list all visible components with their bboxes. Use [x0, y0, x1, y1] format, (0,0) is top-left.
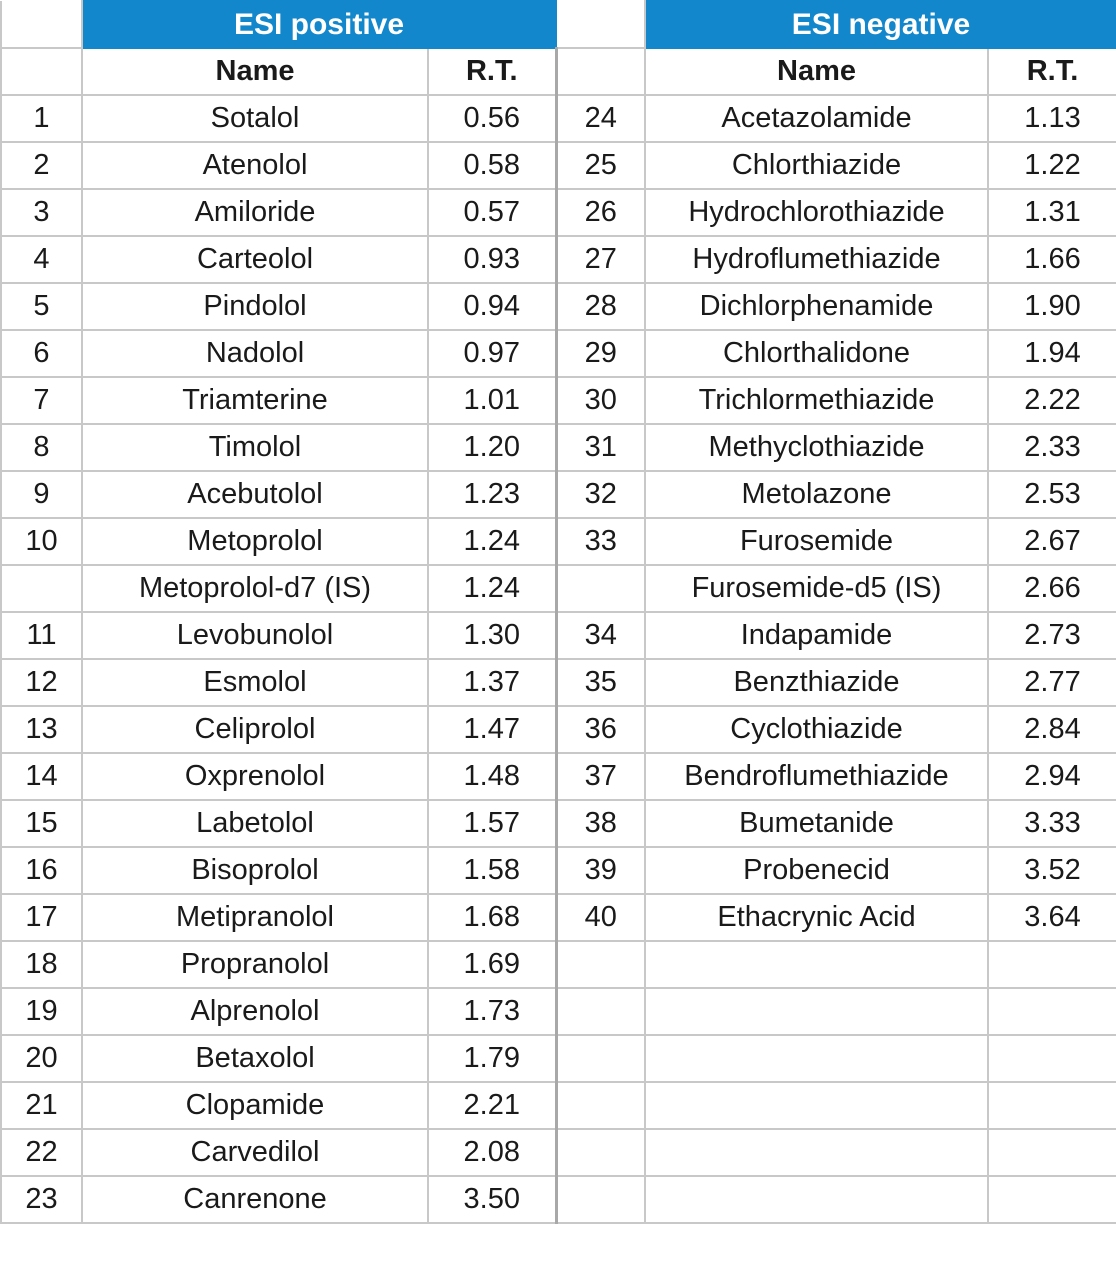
neg-compound-name	[645, 988, 988, 1035]
neg-compound-number	[556, 1035, 645, 1082]
neg-compound-number: 29	[556, 330, 645, 377]
neg-retention-time: 2.84	[988, 706, 1116, 753]
table-row	[1, 1035, 1116, 1082]
neg-compound-name: Acetazolamide	[645, 95, 988, 142]
table-row	[1, 236, 1116, 283]
pos-compound-name: Acebutolol	[82, 471, 428, 518]
table-row	[1, 894, 1116, 941]
neg-compound-name: Chlorthalidone	[645, 330, 988, 377]
table-body	[1, 95, 1116, 1223]
neg-retention-time: 1.90	[988, 283, 1116, 330]
neg-compound-name	[645, 1082, 988, 1129]
neg-retention-time	[988, 1176, 1116, 1223]
group-spacer-mid	[556, 1, 645, 48]
neg-compound-number: 34	[556, 612, 645, 659]
neg-compound-name	[645, 1129, 988, 1176]
neg-compound-number: 30	[556, 377, 645, 424]
pos-retention-time: 1.24	[428, 518, 556, 565]
pos-retention-time: 1.73	[428, 988, 556, 1035]
neg-compound-name: Cyclothiazide	[645, 706, 988, 753]
neg-compound-name: Hydroflumethiazide	[645, 236, 988, 283]
pos-compound-number: 3	[1, 189, 82, 236]
neg-compound-number	[556, 1082, 645, 1129]
pos-compound-name: Pindolol	[82, 283, 428, 330]
pos-compound-name: Betaxolol	[82, 1035, 428, 1082]
neg-compound-number	[556, 988, 645, 1035]
pos-compound-number: 5	[1, 283, 82, 330]
neg-compound-name: Chlorthiazide	[645, 142, 988, 189]
neg-compound-name: Furosemide	[645, 518, 988, 565]
table-row	[1, 941, 1116, 988]
neg-compound-name: Dichlorphenamide	[645, 283, 988, 330]
pos-retention-time: 2.08	[428, 1129, 556, 1176]
pos-compound-number: 23	[1, 1176, 82, 1223]
pos-compound-name: Carvedilol	[82, 1129, 428, 1176]
pos-compound-number: 12	[1, 659, 82, 706]
neg-compound-name: Probenecid	[645, 847, 988, 894]
neg-compound-name: Hydrochlorothiazide	[645, 189, 988, 236]
pos-retention-time: 0.94	[428, 283, 556, 330]
neg-compound-name: Indapamide	[645, 612, 988, 659]
table-row	[1, 753, 1116, 800]
table-row	[1, 847, 1116, 894]
table-row	[1, 142, 1116, 189]
pos-retention-time: 1.68	[428, 894, 556, 941]
neg-retention-time: 1.22	[988, 142, 1116, 189]
neg-compound-number: 36	[556, 706, 645, 753]
pos-compound-number: 10	[1, 518, 82, 565]
neg-retention-time: 2.94	[988, 753, 1116, 800]
pos-compound-name: Carteolol	[82, 236, 428, 283]
table-row	[1, 659, 1116, 706]
neg-retention-time: 2.22	[988, 377, 1116, 424]
neg-compound-name: Bumetanide	[645, 800, 988, 847]
pos-compound-number: 17	[1, 894, 82, 941]
pos-number-header	[1, 48, 82, 95]
pos-compound-name: Esmolol	[82, 659, 428, 706]
neg-compound-number	[556, 941, 645, 988]
pos-retention-time: 0.93	[428, 236, 556, 283]
pos-compound-number: 7	[1, 377, 82, 424]
neg-retention-time	[988, 941, 1116, 988]
group-spacer-left	[1, 1, 82, 48]
pos-retention-time: 1.01	[428, 377, 556, 424]
pos-retention-time: 2.21	[428, 1082, 556, 1129]
pos-compound-name: Bisoprolol	[82, 847, 428, 894]
neg-retention-time: 3.33	[988, 800, 1116, 847]
pos-compound-number: 6	[1, 330, 82, 377]
group-header-row	[1, 1, 1116, 48]
pos-compound-name: Celiprolol	[82, 706, 428, 753]
pos-compound-number: 14	[1, 753, 82, 800]
neg-compound-number: 31	[556, 424, 645, 471]
neg-compound-number: 40	[556, 894, 645, 941]
pos-compound-name: Oxprenolol	[82, 753, 428, 800]
neg-retention-time	[988, 988, 1116, 1035]
pos-compound-number: 9	[1, 471, 82, 518]
neg-compound-number: 33	[556, 518, 645, 565]
pos-compound-name: Levobunolol	[82, 612, 428, 659]
neg-compound-number	[556, 1176, 645, 1223]
pos-compound-number: 20	[1, 1035, 82, 1082]
neg-compound-number: 38	[556, 800, 645, 847]
pos-retention-time: 1.47	[428, 706, 556, 753]
neg-compound-number: 25	[556, 142, 645, 189]
table-row	[1, 800, 1116, 847]
pos-compound-number: 22	[1, 1129, 82, 1176]
neg-compound-name: Bendroflumethiazide	[645, 753, 988, 800]
table-row	[1, 1176, 1116, 1223]
table-row	[1, 988, 1116, 1035]
neg-retention-time: 1.66	[988, 236, 1116, 283]
pos-compound-name: Timolol	[82, 424, 428, 471]
pos-compound-name: Propranolol	[82, 941, 428, 988]
neg-compound-number	[556, 1129, 645, 1176]
table-row	[1, 189, 1116, 236]
table-row	[1, 330, 1116, 377]
pos-compound-name: Clopamide	[82, 1082, 428, 1129]
table-row	[1, 377, 1116, 424]
pos-compound-name: Labetolol	[82, 800, 428, 847]
pos-retention-time: 0.56	[428, 95, 556, 142]
neg-rt-header: R.T.	[988, 48, 1116, 95]
neg-retention-time: 1.31	[988, 189, 1116, 236]
pos-retention-time: 1.79	[428, 1035, 556, 1082]
neg-compound-name: Furosemide-d5 (IS)	[645, 565, 988, 612]
pos-compound-number: 19	[1, 988, 82, 1035]
table-row	[1, 518, 1116, 565]
pos-compound-number: 18	[1, 941, 82, 988]
neg-retention-time: 2.73	[988, 612, 1116, 659]
pos-retention-time: 1.58	[428, 847, 556, 894]
pos-compound-name: Nadolol	[82, 330, 428, 377]
neg-retention-time	[988, 1035, 1116, 1082]
neg-retention-time: 1.94	[988, 330, 1116, 377]
pos-compound-number: 15	[1, 800, 82, 847]
neg-retention-time: 2.77	[988, 659, 1116, 706]
table-row	[1, 565, 1116, 612]
table-row	[1, 612, 1116, 659]
pos-retention-time: 1.37	[428, 659, 556, 706]
pos-compound-number: 1	[1, 95, 82, 142]
pos-compound-name: Sotalol	[82, 95, 428, 142]
pos-compound-number: 16	[1, 847, 82, 894]
pos-compound-number: 11	[1, 612, 82, 659]
esi-positive-header: ESI positive	[82, 1, 556, 48]
neg-compound-name: Benzthiazide	[645, 659, 988, 706]
pos-compound-name: Metoprolol	[82, 518, 428, 565]
pos-retention-time: 1.57	[428, 800, 556, 847]
pos-name-header: Name	[82, 48, 428, 95]
table-row	[1, 706, 1116, 753]
pos-compound-number: 2	[1, 142, 82, 189]
neg-compound-name: Metolazone	[645, 471, 988, 518]
table-row	[1, 424, 1116, 471]
neg-retention-time: 1.13	[988, 95, 1116, 142]
pos-compound-number: 8	[1, 424, 82, 471]
neg-retention-time	[988, 1129, 1116, 1176]
neg-number-header	[556, 48, 645, 95]
pos-rt-header: R.T.	[428, 48, 556, 95]
table-row	[1, 95, 1116, 142]
pos-retention-time: 0.57	[428, 189, 556, 236]
neg-compound-name: Trichlormethiazide	[645, 377, 988, 424]
pos-compound-name: Triamterine	[82, 377, 428, 424]
pos-retention-time: 1.23	[428, 471, 556, 518]
table-row	[1, 1129, 1116, 1176]
neg-compound-name	[645, 941, 988, 988]
pos-compound-number	[1, 565, 82, 612]
neg-compound-number: 26	[556, 189, 645, 236]
pos-compound-number: 4	[1, 236, 82, 283]
pos-retention-time: 0.97	[428, 330, 556, 377]
neg-retention-time	[988, 1082, 1116, 1129]
column-header-row	[1, 48, 1116, 95]
pos-compound-name: Amiloride	[82, 189, 428, 236]
pos-retention-time: 3.50	[428, 1176, 556, 1223]
pos-compound-name: Metipranolol	[82, 894, 428, 941]
neg-compound-number: 35	[556, 659, 645, 706]
pos-compound-number: 21	[1, 1082, 82, 1129]
pos-compound-name: Atenolol	[82, 142, 428, 189]
neg-compound-name: Methyclothiazide	[645, 424, 988, 471]
pos-compound-name: Canrenone	[82, 1176, 428, 1223]
neg-compound-name: Ethacrynic Acid	[645, 894, 988, 941]
pos-retention-time: 1.30	[428, 612, 556, 659]
table-row	[1, 283, 1116, 330]
neg-retention-time: 2.66	[988, 565, 1116, 612]
neg-compound-number: 27	[556, 236, 645, 283]
pos-retention-time: 1.69	[428, 941, 556, 988]
pos-retention-time: 1.24	[428, 565, 556, 612]
neg-retention-time: 2.33	[988, 424, 1116, 471]
neg-retention-time: 2.53	[988, 471, 1116, 518]
pos-retention-time: 1.20	[428, 424, 556, 471]
neg-compound-number: 32	[556, 471, 645, 518]
pos-retention-time: 1.48	[428, 753, 556, 800]
pos-compound-name: Metoprolol-d7 (IS)	[82, 565, 428, 612]
neg-compound-name	[645, 1035, 988, 1082]
neg-compound-name	[645, 1176, 988, 1223]
pos-retention-time: 0.58	[428, 142, 556, 189]
pos-compound-name: Alprenolol	[82, 988, 428, 1035]
neg-compound-number: 28	[556, 283, 645, 330]
neg-retention-time: 3.52	[988, 847, 1116, 894]
neg-retention-time: 3.64	[988, 894, 1116, 941]
neg-compound-number: 24	[556, 95, 645, 142]
esi-negative-header: ESI negative	[645, 1, 1116, 48]
neg-name-header: Name	[645, 48, 988, 95]
neg-retention-time: 2.67	[988, 518, 1116, 565]
table-row	[1, 471, 1116, 518]
neg-compound-number	[556, 565, 645, 612]
pos-compound-number: 13	[1, 706, 82, 753]
table-row	[1, 1082, 1116, 1129]
neg-compound-number: 37	[556, 753, 645, 800]
neg-compound-number: 39	[556, 847, 645, 894]
